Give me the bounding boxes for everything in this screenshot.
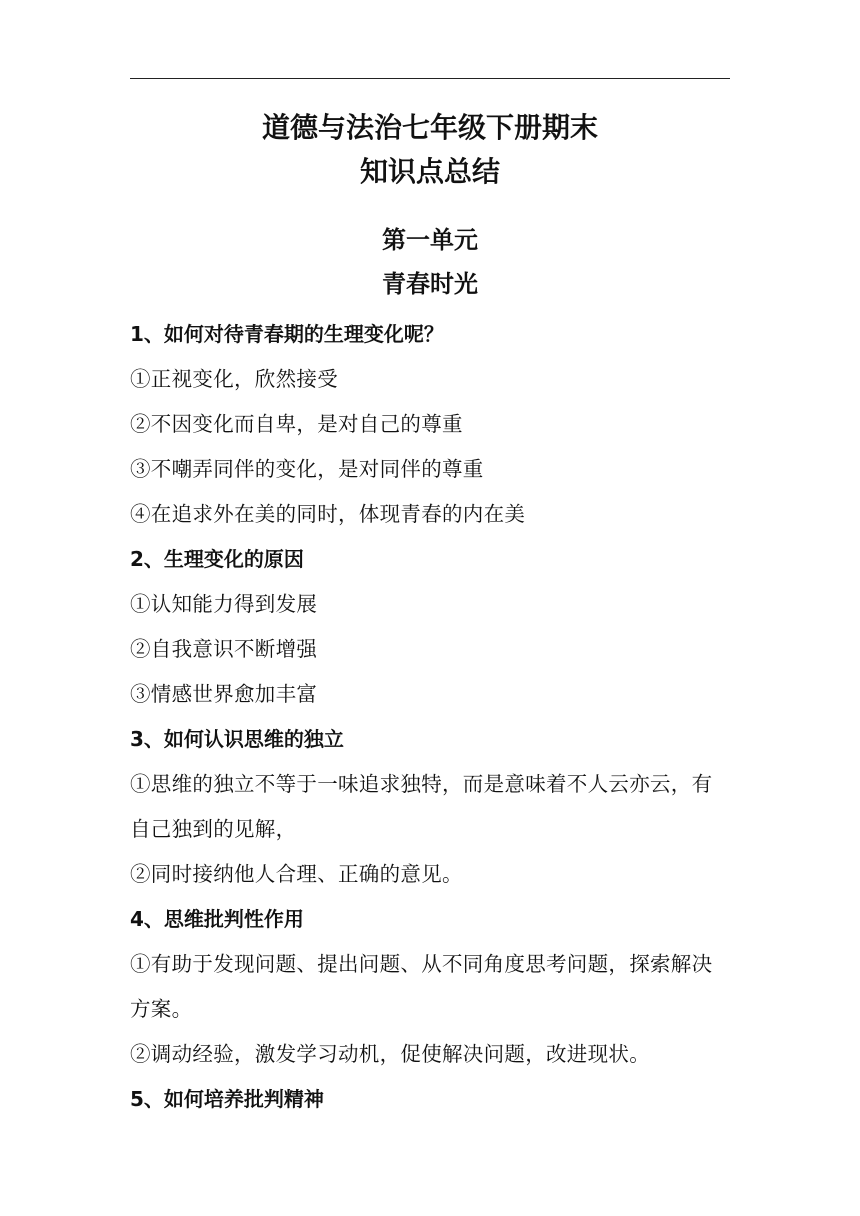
unit-number: 第一单元 xyxy=(382,226,478,254)
section-heading: 1、如何对待青春期的生理变化呢？ xyxy=(130,322,444,346)
list-item: ④在追求外在美的同时，体现青春的内在美 xyxy=(130,502,526,526)
document-title-line1: 道德与法治七年级下册期末 xyxy=(261,111,598,144)
section-heading: 4、思维批判性作用 xyxy=(130,907,304,931)
list-item: ②自我意识不断增强 xyxy=(130,637,318,661)
unit-title: 青春时光 xyxy=(382,270,478,298)
section-heading: 3、如何认识思维的独立 xyxy=(130,727,344,751)
list-item: ②同时接纳他人合理、正确的意见。 xyxy=(130,862,463,886)
document-title-line2: 知识点总结 xyxy=(359,155,500,188)
list-item: ①有助于发现问题、提出问题、从不同角度思考问题，探索解决方案。 xyxy=(130,952,713,1021)
list-item: ①正视变化，欣然接受 xyxy=(130,367,338,391)
list-item: ②调动经验，激发学习动机，促使解决问题，改进现状。 xyxy=(130,1042,650,1066)
list-item: ②不因变化而自卑，是对自己的尊重 xyxy=(130,412,463,436)
list-item: ①认知能力得到发展 xyxy=(130,592,318,616)
header-rule xyxy=(130,78,730,79)
list-item: ③不嘲弄同伴的变化，是对同伴的尊重 xyxy=(130,457,484,481)
section-heading: 2、生理变化的原因 xyxy=(130,547,304,571)
list-item: ①思维的独立不等于一味追求独特，而是意味着不人云亦云，有自己独到的见解， xyxy=(130,772,713,841)
document-body xyxy=(130,312,732,1122)
section-heading: 5、如何培养批判精神 xyxy=(130,1087,324,1111)
list-item: ③情感世界愈加丰富 xyxy=(130,682,318,706)
